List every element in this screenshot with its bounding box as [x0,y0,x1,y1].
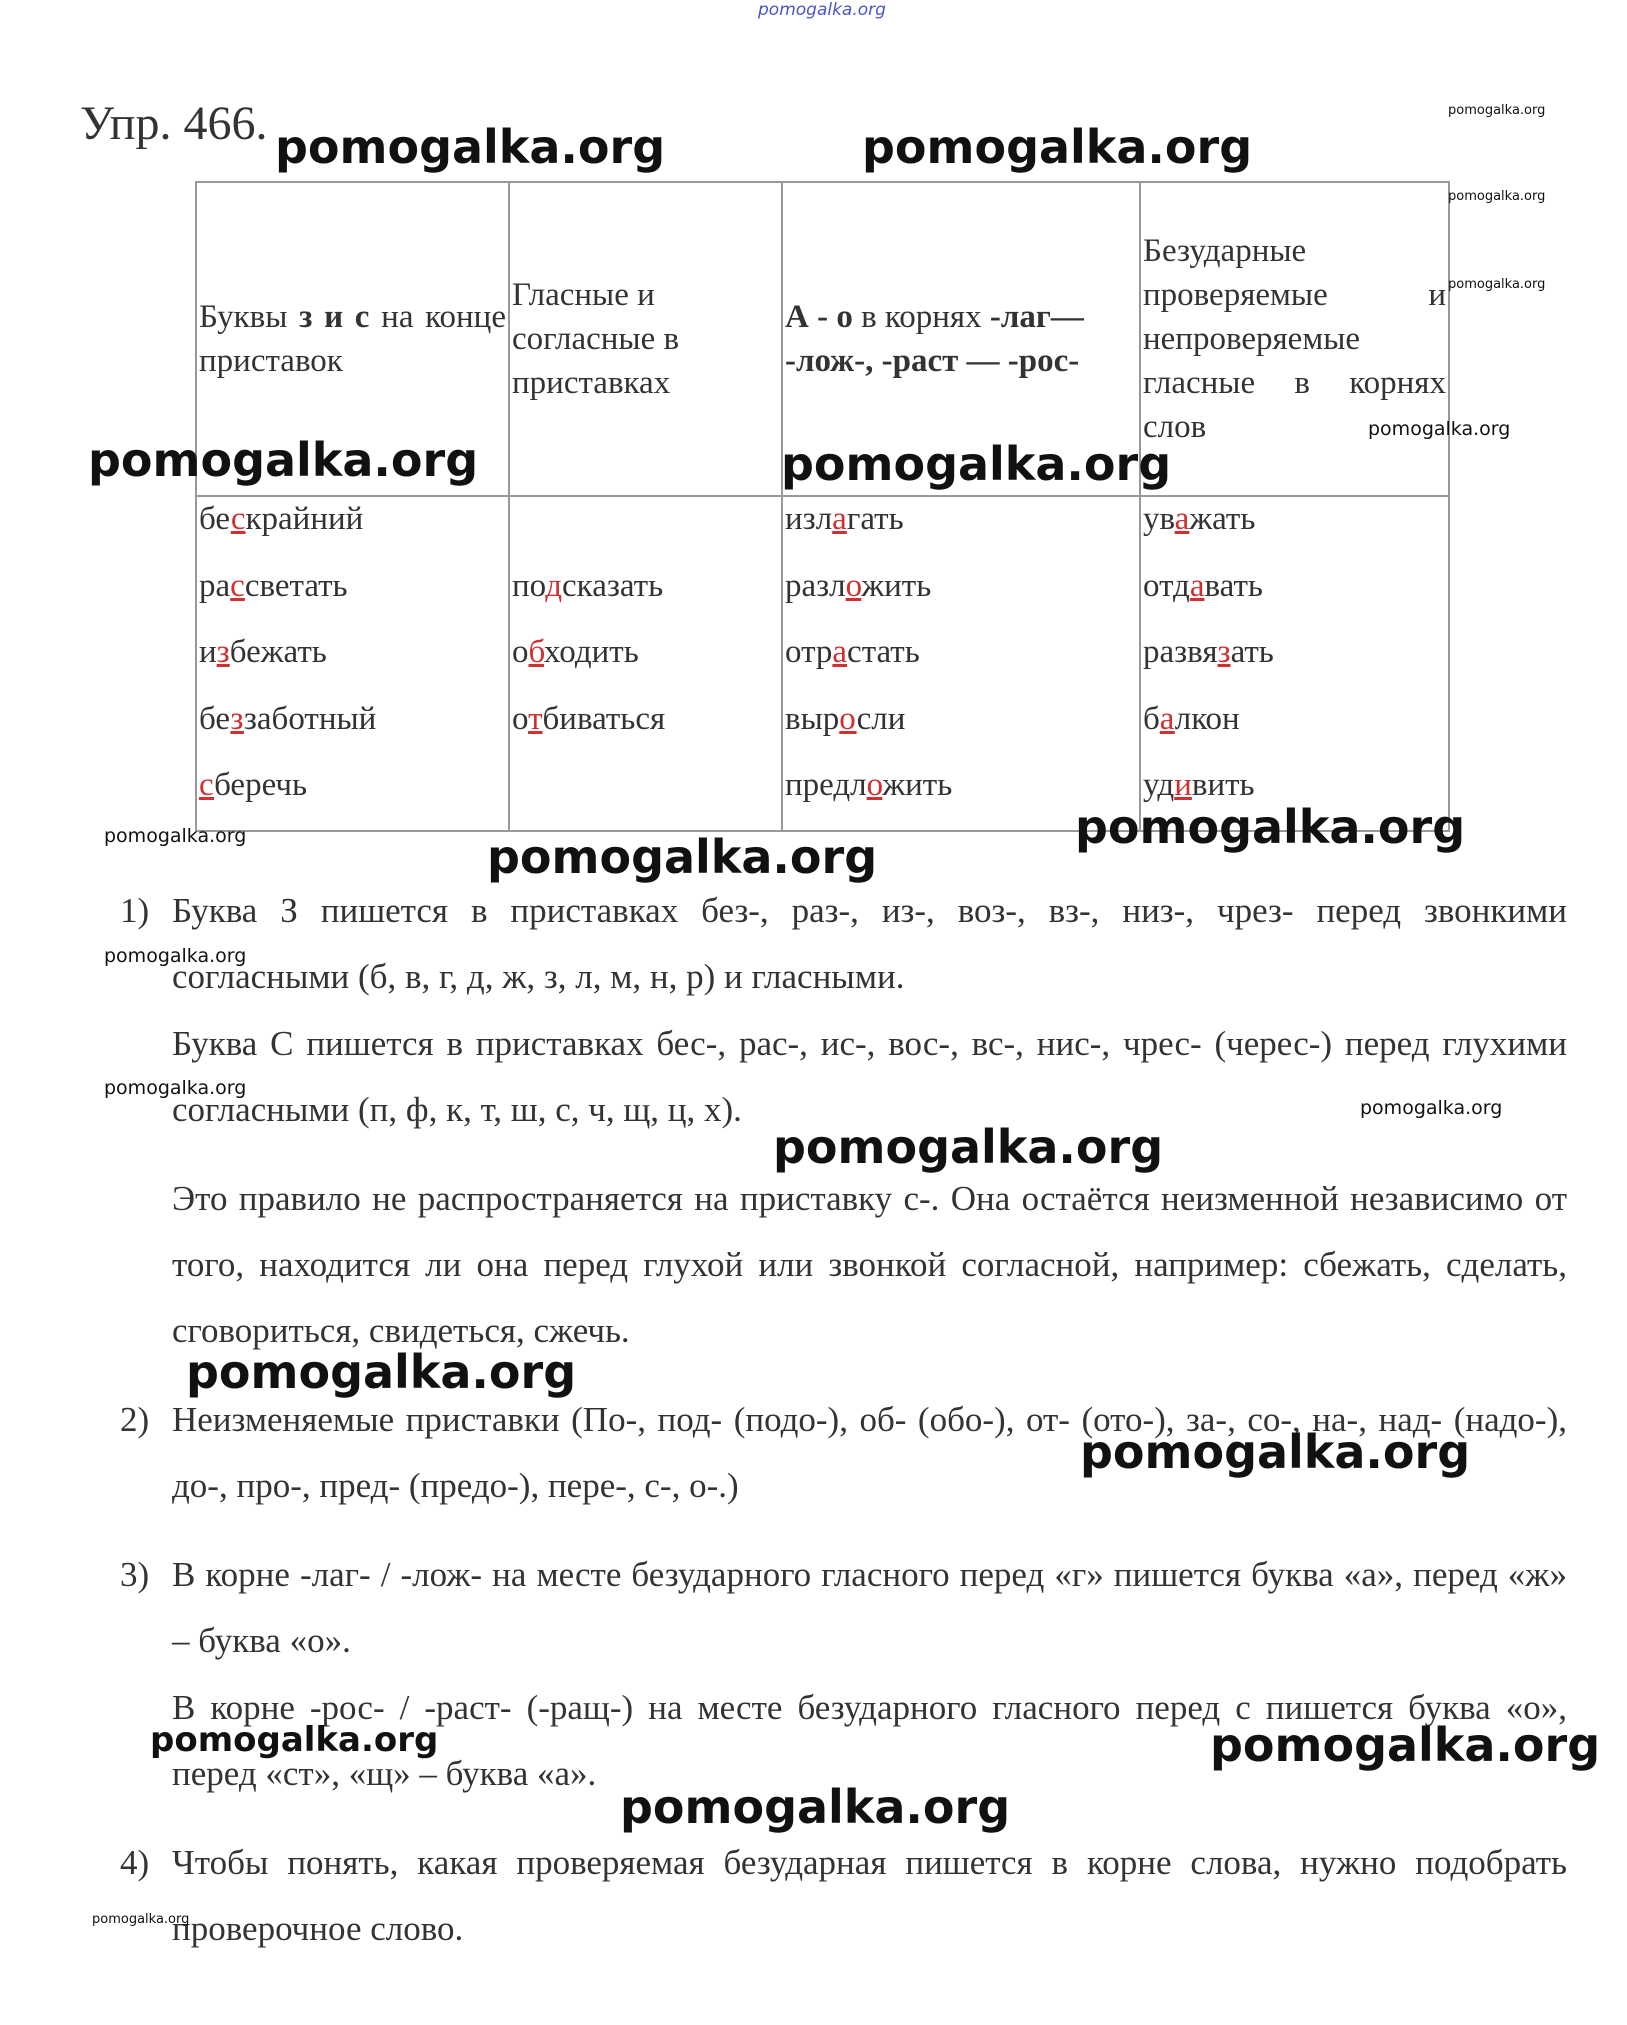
watermark-text: pomogalka.org [862,120,1253,174]
word-item: обходить [512,634,639,670]
watermark-text: pomogalka.org [1360,1097,1503,1119]
word-item: балкон [1143,700,1240,737]
watermark-text: pomogalka.org [104,945,247,967]
watermark-text: pomogalka.org [92,1912,190,1927]
watermark-text: pomogalka.org [758,0,886,20]
rule-paragraph: Буква С пишется в приставках бес-, рас-, ис-, вос-, вс-, нис-, чрес- (черес-) перед глухими согласными (п, ф, к, т, ш, с, ч, щ, ц, х). [172,1024,1567,1129]
header-cell-unstressed-vowels: Безударные проверяемые и непроверяемые гласные в корнях слов [1140,182,1449,496]
watermark-text: pomogalka.org [275,120,666,174]
word-item: беззаботный [199,700,377,737]
word-item: сберечь [199,767,308,803]
header-cell-root-alternation: А - о в корнях -лаг— -лож-, -раст — -рос- [782,182,1140,496]
exercise-title: Упр. 466. [80,97,268,150]
watermark-text: pomogalka.org [1448,103,1546,118]
watermark-text: pomogalka.org [186,1345,577,1399]
watermark-text: pomogalka.org [150,1720,439,1760]
word-item [512,497,779,564]
word-item: бескрайний [199,501,364,537]
watermark-text: pomogalka.org [104,1077,247,1099]
word-item: развязать [1143,634,1274,670]
rule-paragraph: Чтобы понять, какая проверяемая безударная пишется в корне слова, нужно подобрать проверочное слово. [172,1843,1567,1948]
watermark-text: pomogalka.org [1210,1718,1601,1772]
rule-number: 3) [120,1555,150,1594]
watermark-text: pomogalka.org [1448,189,1546,204]
word-column-4 [1140,496,1449,831]
rule-number: 2) [120,1400,150,1439]
watermark-text: pomogalka.org [781,437,1172,491]
watermark-text: pomogalka.org [487,830,878,884]
watermark-text: pomogalka.org [773,1120,1164,1174]
word-item: избежать [199,634,327,670]
word-item: отбиваться [512,700,666,737]
watermark-text: pomogalka.org [1368,418,1511,440]
table-words-row [196,496,1449,831]
watermark-text: pomogalka.org [104,825,247,847]
word-item: отдавать [1143,567,1263,604]
word-column-1 [196,496,509,831]
word-item: разложить [785,567,932,604]
word-item: выросли [785,700,906,737]
word-item: удивить [1143,767,1255,803]
rule-paragraph: Буква З пишется в приставках без-, раз-, из-, воз-, вз-, низ-, чрез- перед звонкими согласными (б, в, г, д, ж, з, л, м, н, р) и гласными. [172,891,1567,996]
rule-number: 1) [120,891,150,930]
word-column-2 [509,496,782,831]
header-cell-prefix-letters: Буквы з и с на конце приставок [196,182,509,496]
watermark-text: pomogalka.org [620,1780,1011,1834]
word-item: предложить [785,767,953,803]
word-item: рассветать [199,567,348,604]
header-cell-prefix-vowels: Гласные и согласные в приставках [509,182,782,496]
watermark-text: pomogalka.org [1080,1425,1471,1479]
watermark-text: pomogalka.org [1448,277,1546,292]
word-item: излагать [785,501,904,537]
watermark-text: pomogalka.org [88,433,479,487]
word-item: подсказать [512,567,664,604]
exercise-table [195,181,1450,832]
rule-paragraph: Это правило не распространяется на приставку с-. Она остаётся неизменной независимо от того, находится ли она перед глухой или звонкой согласной, например: сбежать, сделать, сговориться, свидеться, сжечь. [172,1179,1567,1350]
watermark-text: pomogalka.org [1075,800,1466,854]
word-item [512,763,779,830]
word-item: отрастать [785,634,920,670]
rule-number: 4) [120,1843,150,1882]
word-item: уважать [1143,501,1256,537]
rule-paragraph: В корне -лаг- / -лож- на месте безударного гласного перед «г» пишется буква «а», перед «ж» – буква «о». [172,1555,1567,1660]
rule-paragraph: Неизменяемые приставки (По-, под- (подо-), об- (обо-), от- (ото-), за-, со-, на-, над- (надо-), до-, про-, пред- (предо-), пере-, с-, о-.) [172,1400,1567,1505]
rule-paragraph: В корне -рос- / -раст- (-ращ-) на месте безударного гласного перед с пишется буква «о», перед «ст», «щ» – буква «а». [172,1688,1567,1793]
word-column-3 [782,496,1140,831]
